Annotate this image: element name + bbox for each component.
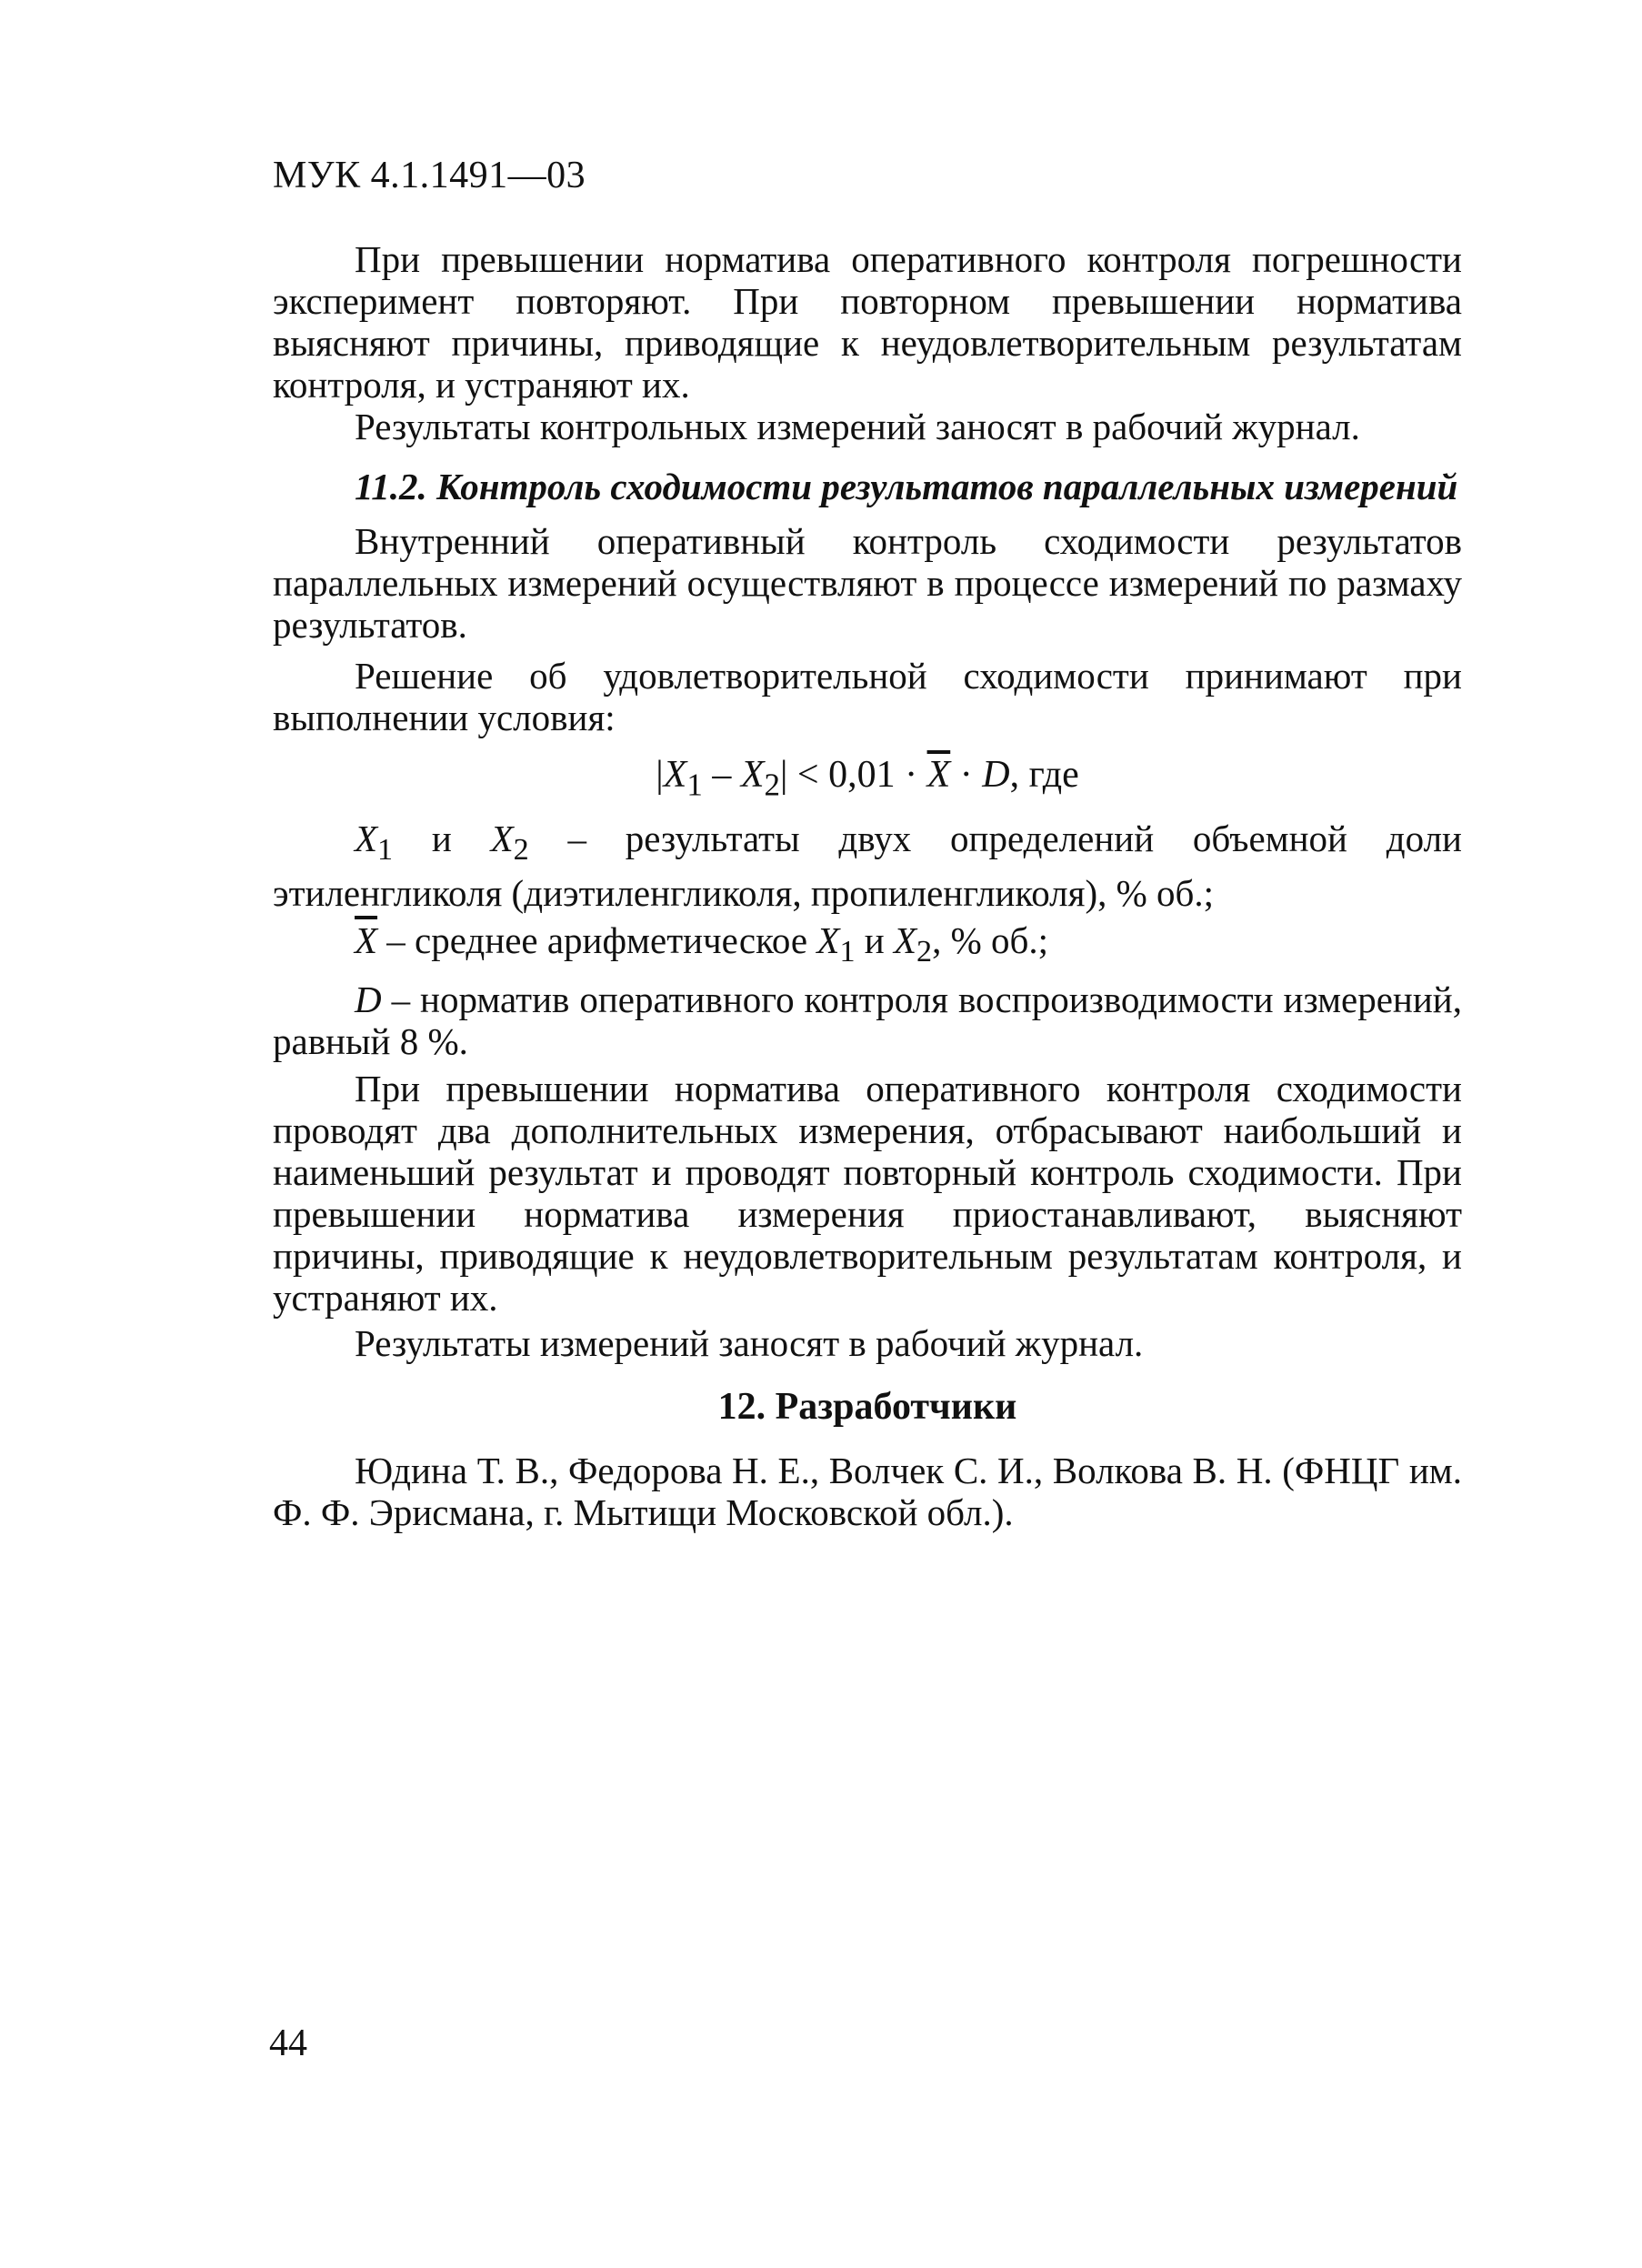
convergence-formula <box>273 748 1462 812</box>
body-top <box>273 238 1462 447</box>
def2-and: и <box>855 918 894 961</box>
def3-text: – норматив оперативного контроля воспроизводимости измерений, равный 8 %. <box>273 978 1462 1062</box>
def2-x2: X <box>893 918 917 961</box>
paragraph-measurements-journal: Результаты измерений заносят в рабочий журнал. <box>355 1321 1144 1364</box>
body-middle <box>273 466 1462 1533</box>
def1-sub2: 2 <box>513 833 529 868</box>
formula-abs-close: | < 0,01 · <box>779 754 927 796</box>
formula-x1: X <box>663 754 687 796</box>
formula-minus: – <box>702 754 741 796</box>
formula-dot: · <box>950 754 983 796</box>
def2-text2: , % об.; <box>932 918 1048 961</box>
definition-xbar <box>273 919 1462 973</box>
def3-d: D <box>355 978 382 1020</box>
paragraph-results-journal: Результаты контрольных измерений заносят в рабочий журнал. <box>355 406 1360 447</box>
formula-x2: X <box>740 754 765 796</box>
paragraph-developers: Юдина Т. В., Федорова Н. Е., Волчек С. И., Волкова В. Н. (ФНЦГ им. Ф. Ф. Эрисмана, г. Мытищи Московской обл.). <box>273 1449 1462 1533</box>
page-number: 44 <box>269 2022 307 2064</box>
paragraph-exceed-convergence: При превышении норматива оперативного контроля сходимости проводят два дополнительных измерения, отбрасывают наибольший и наименьший результат и проводят повторный контроль сходимости. При превышении норматива измерения приостанавливают, выясняют причины, приводящие к неудовлетворительным результатам контроля, и устраняют их. <box>273 1067 1462 1319</box>
def1-x2: X <box>490 818 514 860</box>
def2-x1: X <box>816 918 840 961</box>
formula-tail: , где <box>1009 754 1079 796</box>
def2-sub1: 1 <box>839 934 856 968</box>
def1-text: – результаты двух определений объемной доли этиленгликоля (диэтиленгликоля, пропиленгликоля), % об.; <box>273 818 1462 914</box>
section-heading-12: 12. Разработчики <box>717 1385 1017 1428</box>
formula-sub2: 2 <box>764 767 780 803</box>
formula-xbar: $\overline{X}$ <box>926 754 951 796</box>
section-heading-11-2: 11.2. Контроль сходимости результатов параллельных измерений <box>355 466 1458 507</box>
document-code-header: МУК 4.1.1491—03 <box>273 155 586 196</box>
def1-sub1: 1 <box>377 833 394 868</box>
formula-abs-open: | <box>656 754 664 796</box>
def2-text1: – среднее арифметическое <box>377 918 817 961</box>
definition-x1-x2 <box>273 818 1462 913</box>
def2-sub2: 2 <box>916 934 933 968</box>
definition-d <box>273 978 1462 1062</box>
paragraph-error-control: При превышении норматива оперативного контроля погрешности эксперимент повторяют. При повторном превышении норматива выясняют причины, приводящие к неудовлетворительным результатам контроля, и устраняют их. <box>273 238 1462 406</box>
formula-sub1: 1 <box>686 767 703 803</box>
def2-xbar: $\overline{X}$ <box>355 918 378 961</box>
def1-and: и <box>393 818 491 860</box>
formula-d: D <box>982 754 1010 796</box>
def1-x1: X <box>355 818 378 860</box>
paragraph-condition-intro: Решение об удовлетворительной сходимости принимают при выполнении условия: <box>273 655 1462 738</box>
paragraph-internal-control: Внутренний оперативный контроль сходимости результатов параллельных измерений осуществляют в процессе измерений по размаху результатов. <box>273 520 1462 646</box>
